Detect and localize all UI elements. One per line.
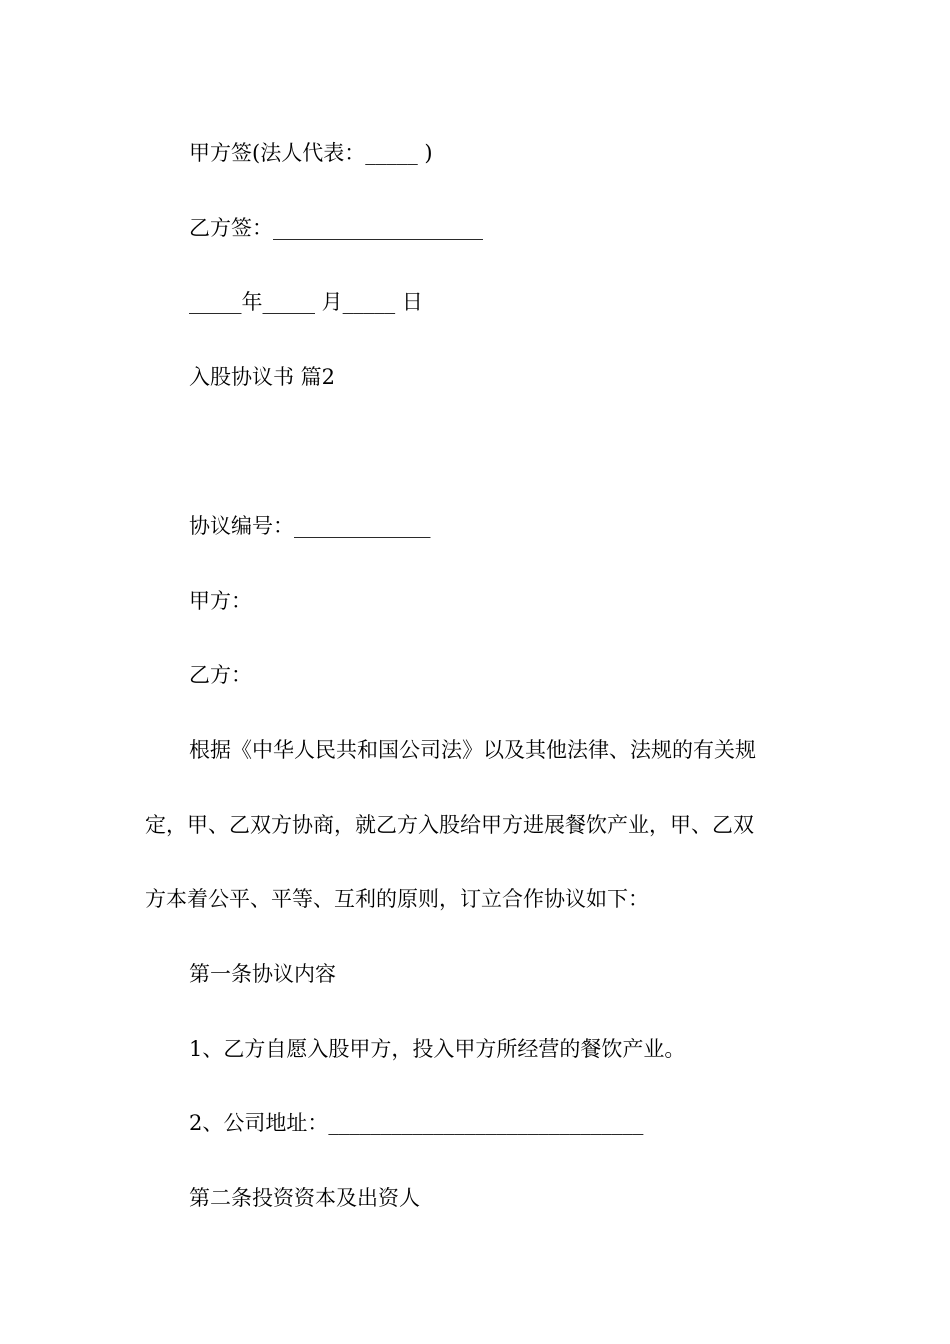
section-title: 入股协议书 篇2	[189, 365, 336, 389]
article-heading: 第一条协议内容	[189, 962, 336, 986]
party-a-signature-line: 甲方签(法人代表：_____ )	[189, 141, 433, 165]
date-line: _____年_____ 月_____ 日	[189, 290, 423, 314]
paragraph-line: 定，甲、乙双方协商，就乙方入股给甲方进展餐饮产业，甲、乙双	[145, 813, 754, 837]
article-heading: 第二条投资资本及出资人	[189, 1186, 420, 1210]
paragraph-line: 根据《中华人民共和国公司法》以及其他法律、法规的有关规	[189, 738, 756, 762]
party-a-line: 甲方：	[189, 589, 252, 613]
agreement-number-line: 协议编号：_____________	[189, 514, 431, 538]
clause-line: 1、乙方自愿入股甲方，投入甲方所经营的餐饮产业。	[189, 1037, 686, 1061]
party-b-signature-line: 乙方签：____________________	[189, 216, 483, 240]
paragraph-line: 方本着公平、平等、互利的原则，订立合作协议如下：	[145, 887, 649, 911]
clause-line: 2、公司地址：______________________________	[189, 1111, 644, 1135]
party-b-line: 乙方：	[189, 663, 252, 687]
